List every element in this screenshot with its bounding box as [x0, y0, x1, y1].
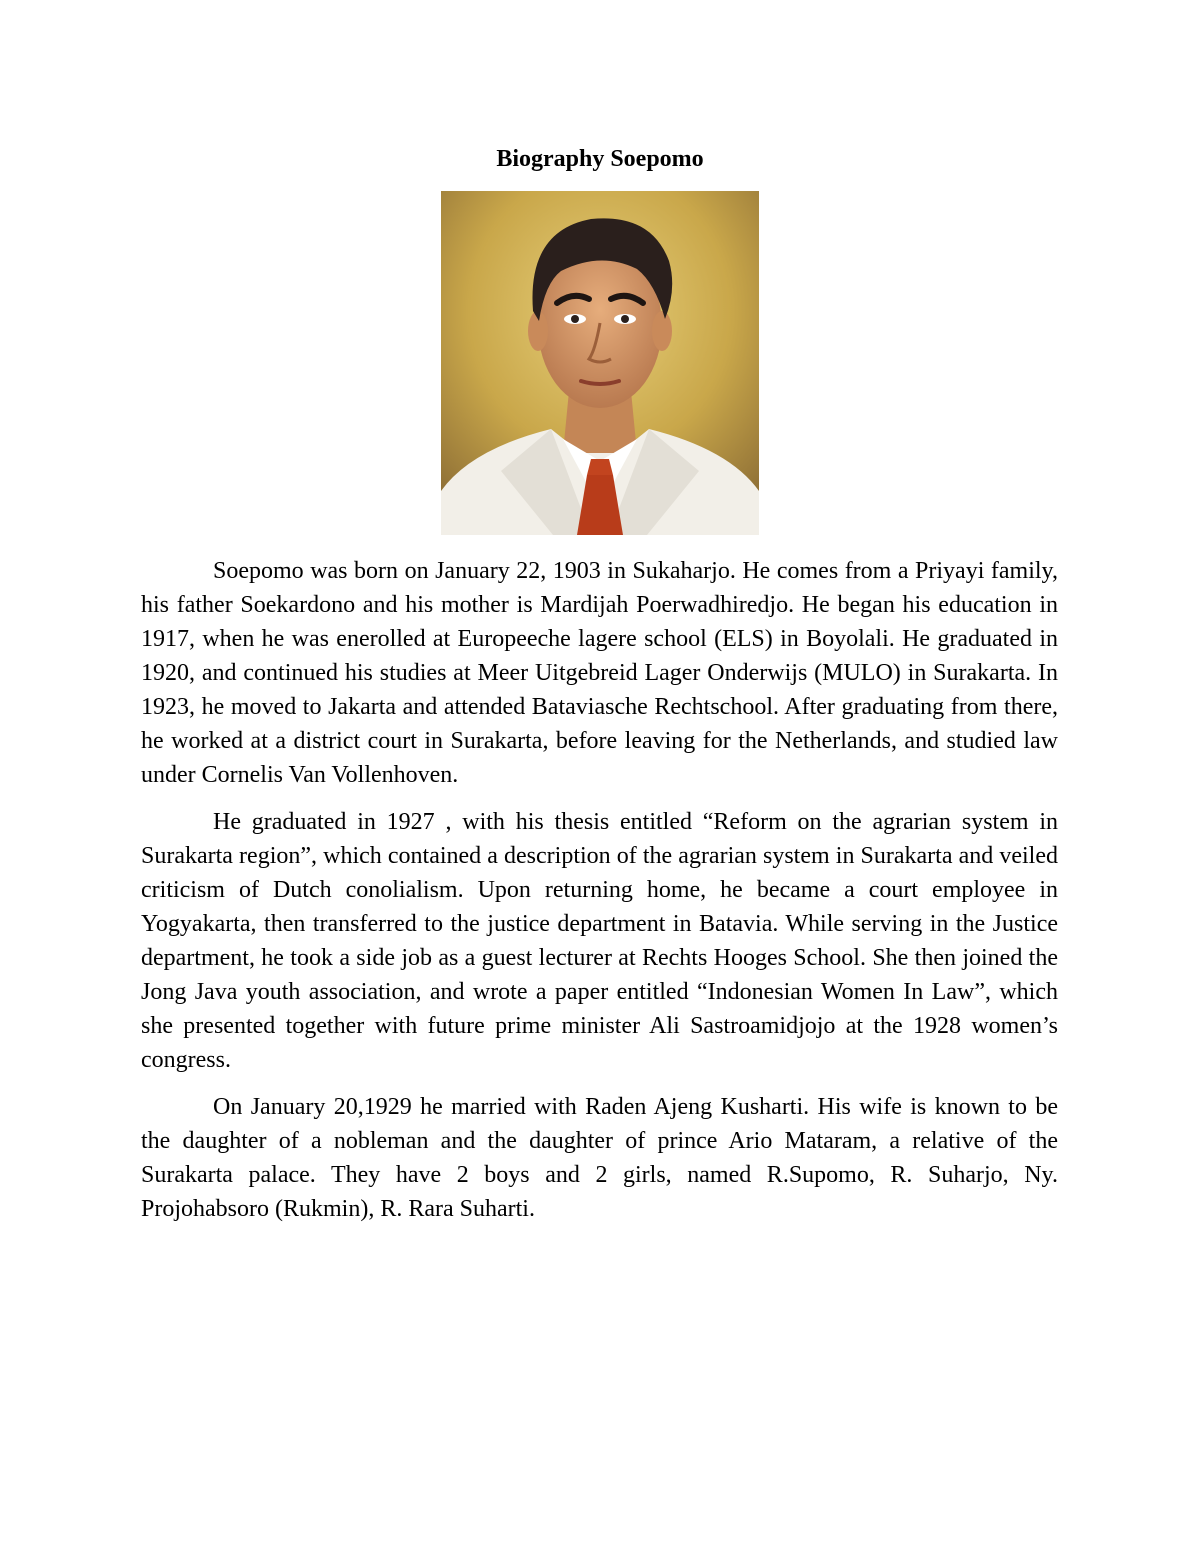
paragraph-family: On January 20,1929 he married with Raden Ajeng Kusharti. His wife is known to be the daughter of a nobleman and the daughter of prince Ario Mataram, a relative of the Surakarta palace. They have 2 boys and 2 girls, named R.Supomo, R. Suharjo, Ny. Projohabsoro (Rukmin), R. Rara Suharti.	[141, 1094, 1058, 1222]
paragraph-career: He graduated in 1927 , with his thesis entitled “Reform on the agrarian system in Surakarta region”, which contained a description of the agrarian system in Surakarta and veiled criticism of Dutch conolialism. Upon returning home, he became a court employee in Yogyakarta, then transferred to the justice department in Batavia. While serving in the Justice department, he took a side job as a guest lecturer at Rechts Hooges School. She then joined the Jong Java youth association, and wrote a paper entitled “Indonesian Women In Law”, which she presented together with future prime minister Ali Sastroamidjojo at the 1928 women’s congress.	[141, 809, 1058, 1073]
biography-text	[141, 554, 1058, 1239]
page-title: Biography Soepomo	[496, 146, 704, 172]
portrait-image	[441, 191, 759, 535]
paragraph-early-life: Soepomo was born on January 22, 1903 in Sukaharjo. He comes from a Priyayi family, his father Soekardono and his mother is Mardijah Poerwadhiredjo. He began his education in 1917, when he was enerolled at Europeeche lagere school (ELS) in Boyolali. He graduated in 1920, and continued his studies at Meer Uitgebreid Lager Onderwijs (MULO) in Surakarta. In 1923, he moved to Jakarta and attended Bataviasche Rechtschool. After graduating from there, he worked at a district court in Surakarta, before leaving for the Netherlands, and studied law under Cornelis Van Vollenhoven.	[141, 558, 1058, 788]
portrait-illustration	[441, 191, 759, 535]
